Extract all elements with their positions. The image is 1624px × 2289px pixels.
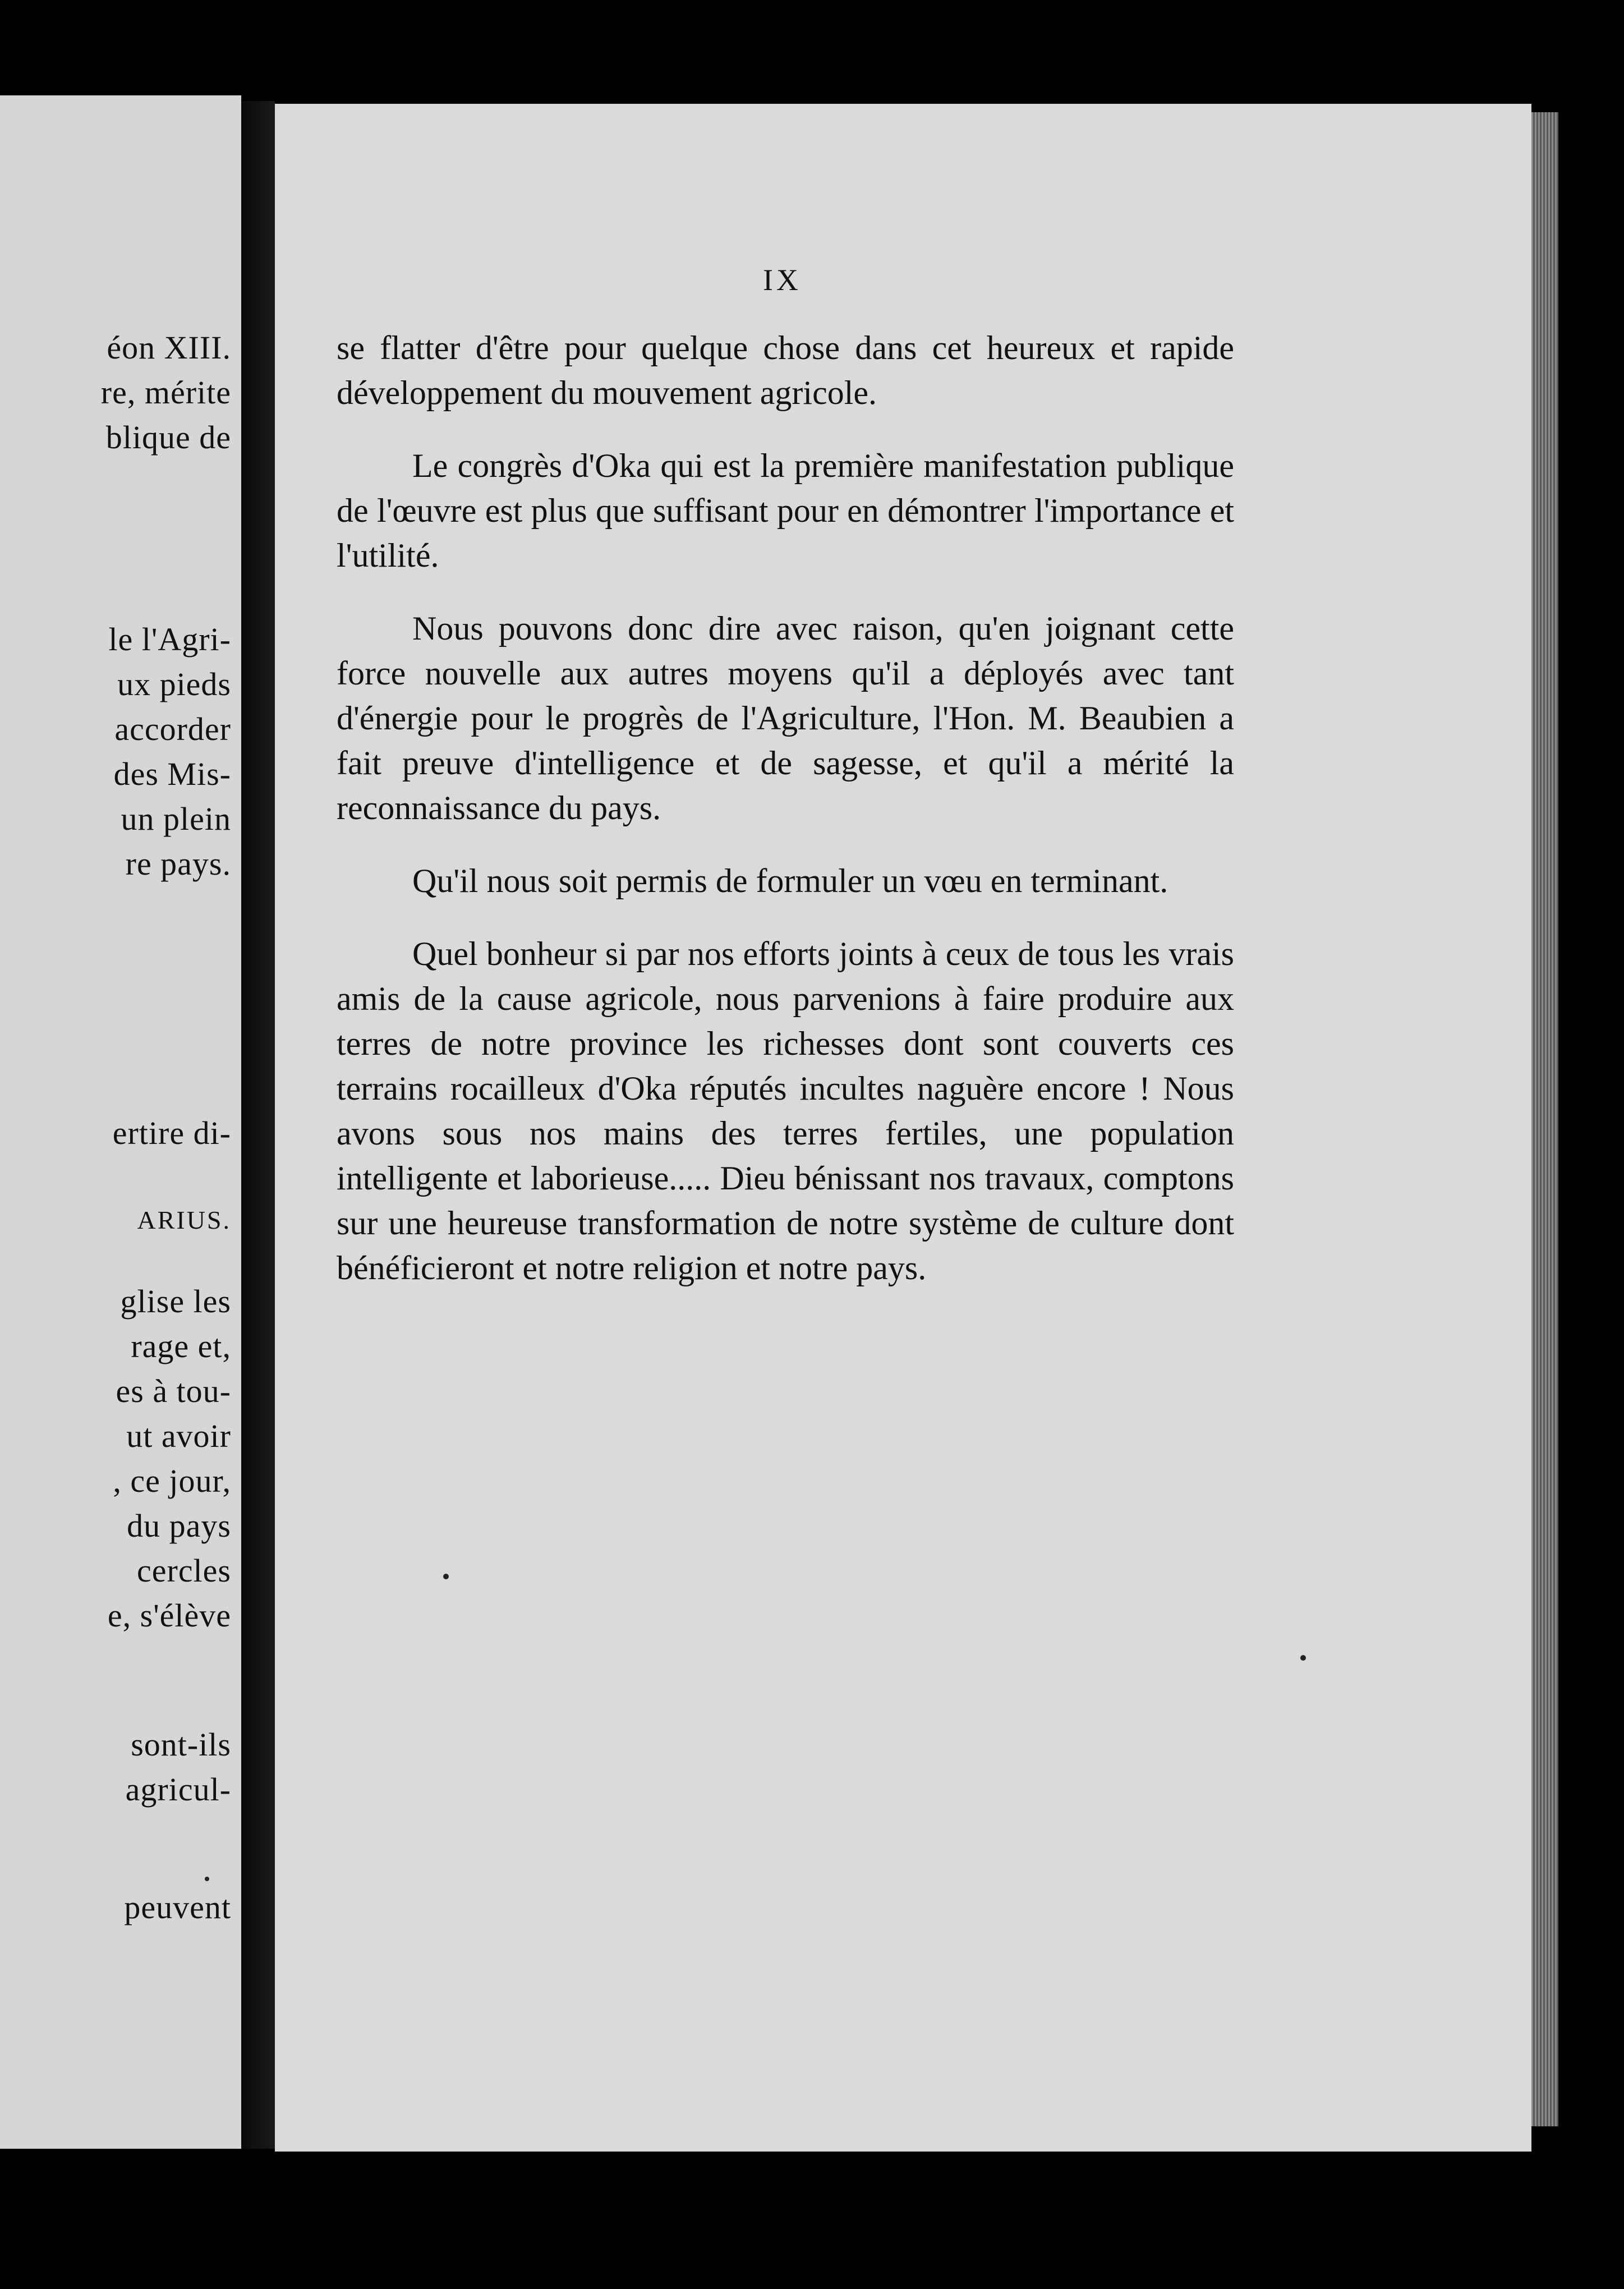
left-page-line: ertire di- xyxy=(112,1115,231,1151)
left-page-line: re, mérite xyxy=(100,374,231,411)
left-page xyxy=(0,95,241,2149)
left-page-line: blique de xyxy=(105,419,231,456)
left-page-line: peuvent xyxy=(124,1889,231,1925)
paragraph: Le congrès d'Oka qui est la première manifestation publique de l'œuvre est plus que suffisant pour en démontrer l'importance et l'utilité. xyxy=(337,447,1234,574)
left-page-line: , ce jour, xyxy=(113,1463,231,1499)
left-page-line: ux pieds xyxy=(117,666,231,702)
left-page-line: agricul- xyxy=(125,1771,231,1808)
left-page-line: cercles xyxy=(137,1552,231,1589)
paragraph: Nous pouvons donc dire avec raison, qu'en joignant cette force nouvelle aux autres moyens qu'il a déployés avec tant d'énergie pour le progrès de l'Agriculture, l'Hon. M. Beaubien a fait preuve d'intelligence et de sagesse, et qu'il a mérité la reconnaissance du pays. xyxy=(337,610,1234,826)
left-page-line: éon XIII. xyxy=(107,329,231,366)
left-page-line: ut avoir xyxy=(126,1418,231,1454)
left-page-line: glise les xyxy=(120,1283,231,1320)
left-page-line: le l'Agri- xyxy=(108,621,231,658)
left-page-line: accorder xyxy=(114,711,231,747)
ink-speck xyxy=(1300,1655,1306,1661)
left-page-line: ARIUS. xyxy=(137,1206,231,1234)
left-page-line: des Mis- xyxy=(113,756,231,792)
left-page-line: re pays. xyxy=(125,845,231,882)
page-edge xyxy=(1531,112,1558,2126)
left-page-line: sont-ils xyxy=(131,1726,231,1763)
paragraph: Quel bonheur si par nos efforts joints à ceux de tous les vrais amis de la cause agricole, nous parvenions à faire produire aux terres de notre province les richesses dont sont couverts ces terrains rocailleux d'Oka réputés incultes naguère encore ! Nous avons sous nos mains des terres fertiles, une population intelligente et laborieuse..... Dieu bénissant nos travaux, comptons sur une heureuse transformation de notre système de culture dont bénéficieront et notre religion et notre pays. xyxy=(337,935,1234,1286)
page-number: IX xyxy=(763,263,802,297)
ink-speck xyxy=(205,1877,209,1881)
book-gutter xyxy=(241,101,275,2149)
body-text xyxy=(337,325,1234,1318)
left-page-line: un plein xyxy=(121,801,231,837)
left-page-line: es à tou- xyxy=(116,1373,231,1409)
paragraph: Qu'il nous soit permis de formuler un vœu en terminant. xyxy=(412,862,1168,899)
paragraph: se flatter d'être pour quelque chose dans cet heureux et rapide développement du mouvement agricole. xyxy=(337,329,1234,411)
left-page-line: rage et, xyxy=(131,1328,231,1364)
left-page-line: du pays xyxy=(127,1507,231,1544)
ink-speck xyxy=(443,1574,449,1579)
left-page-line: e, s'élève xyxy=(107,1597,231,1634)
